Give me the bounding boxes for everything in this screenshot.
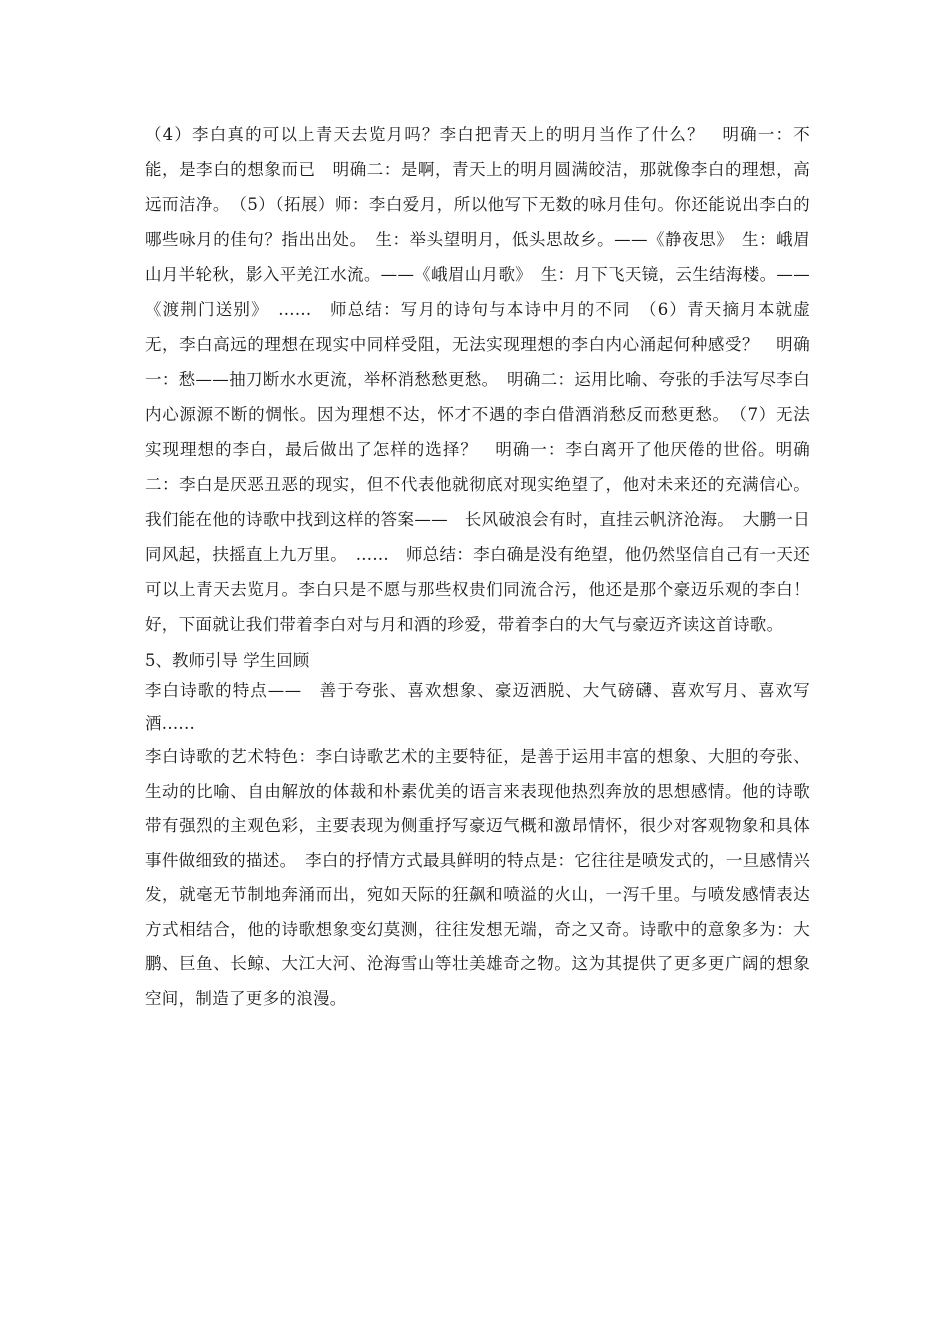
section-heading: 5、教师引导 学生回顾: [145, 651, 310, 670]
poetry-characteristics-paragraph: 李白诗歌的特点—— 善于夸张、喜欢想象、豪迈洒脱、大气磅礴、喜欢写月、喜欢写酒......: [145, 681, 810, 733]
lesson-discussion-paragraph: （4）李白真的可以上青天去览月吗？李白把青天上的明月当作了什么？ 明确一：不能，是李白的想象而已 明确二：是啊，青天上的明月圆满皎洁，那就像李白的理想，高远而洁净。 （5）（拓展）师：李白爱月，所以他写下无数的咏月佳句。你还能说出李白的哪些咏月的佳句？指出出处。 生：举头望明月，低头思故乡。——《静夜思》 生：峨眉山月半轮秋，影入平羌江水流。——《峨眉山月歌》 生：月下飞天镜，云生结海楼。——《渡荆门送别》 ...... 师总结：写月的诗句与本诗中月的不同 （6）青天摘月本就虚无，李白高远的理想在现实中同样受阻，无法实现理想的李白内心涌起何种感受？ 明确一：愁——抽刀断水水更流，举杯消愁愁更愁。 明确二：运用比喻、夸张的手法写尽李白内心源源不断的惆怅。因为理想不达，怀才不遇的李白借酒消愁反而愁更愁。 （7）无法实现理想的李白，最后做出了怎样的选择？ 明确一：李白离开了他厌倦的世俗。明确二：李白是厌恶丑恶的现实，但不代表他就彻底对现实绝望了，他对未来还的充满信心。我们能在他的诗歌中找到这样的答案—— 长风破浪会有时，直挂云帆济沧海。 大鹏一日同风起，扶摇直上九万里。 ...... 师总结：李白确是没有绝望，他仍然坚信自己有一天还可以上青天去览月。李白只是不愿与那些权贵们同流合污，他还是那个豪迈乐观的李白！好，下面就让我们带着李白对与月和酒的珍爱，带着李白的大气与豪迈齐读这首诗歌。: [145, 125, 810, 634]
artistic-features-paragraph: 李白诗歌的艺术特色：李白诗歌艺术的主要特征，是善于运用丰富的想象、大胆的夸张、生动的比喻、自由解放的体裁和朴素优美的语言来表现他热烈奔放的思想感情。他的诗歌带有强烈的主观色彩，主要表现为侧重抒写豪迈气概和激昂情怀，很少对客观物象和具体事件做细致的描述。 李白的抒情方式最具鲜明的特点是：它往往是喷发式的，一旦感情兴发，就毫无节制地奔涌而出，宛如天际的狂飙和喷溢的火山，一泻千里。与喷发感情表达方式相结合，他的诗歌想象变幻莫测，往往发想无端，奇之又奇。诗歌中的意象多为：大鹏、巨鱼、长鲸、大江大河、沧海雪山等壮美雄奇之物。这为其提供了更多更广阔的想象空间，制造了更多的浪漫。: [145, 747, 810, 1008]
document-page: [145, 117, 810, 1016]
